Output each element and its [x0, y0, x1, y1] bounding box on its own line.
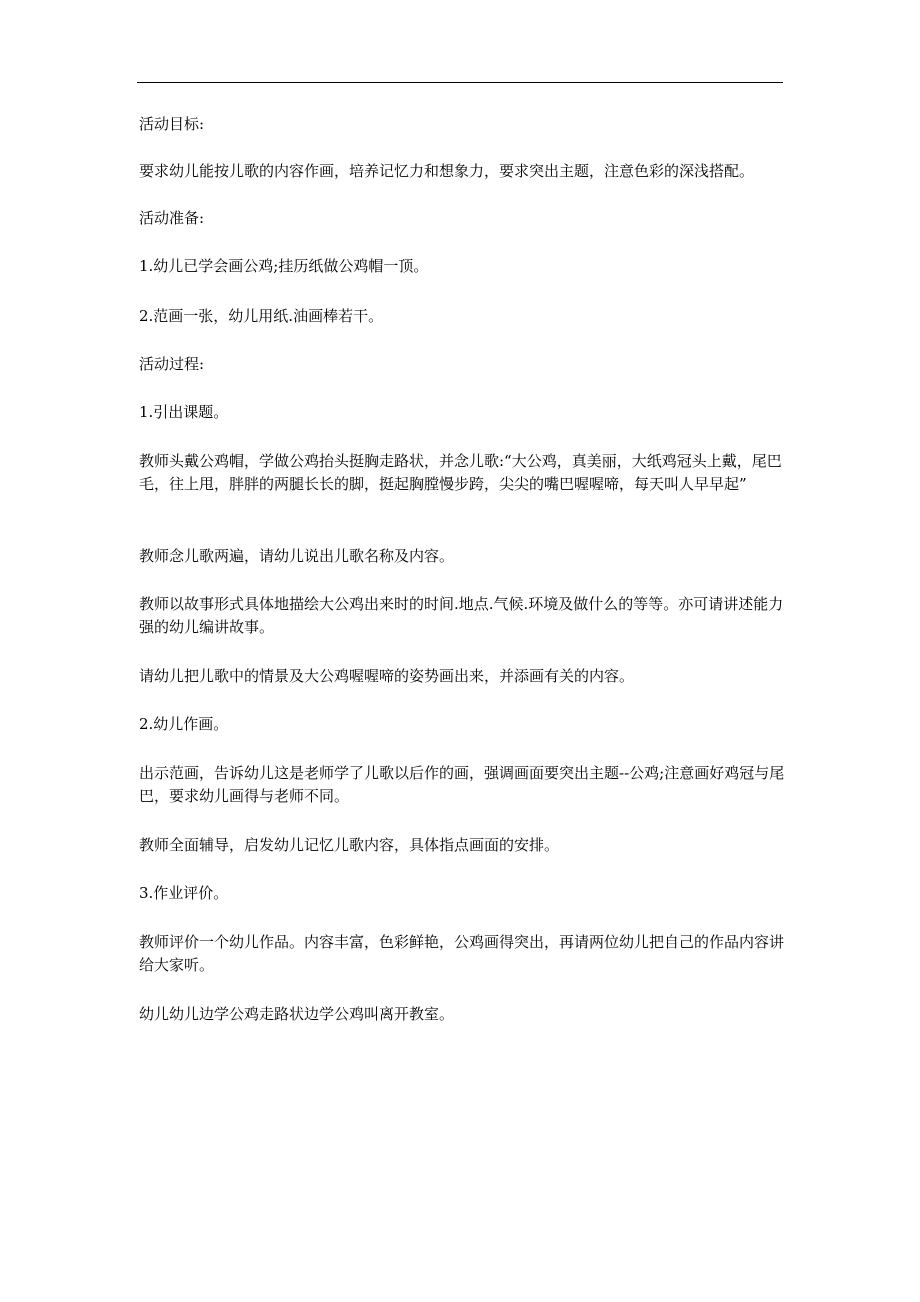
paragraph-show-sample: 出示范画，告诉幼儿这是老师学了儿歌以后作的画，强调画面要突出主题--公鸡;注意画好鸡冠与尾巴，要求幼儿画得与老师不同。 [139, 764, 785, 805]
step-3-heading: 3.作业评价。 [139, 884, 229, 902]
step-1-heading: 1.引出课题。 [139, 403, 229, 421]
paragraph-story-form: 教师以故事形式具体地描绘大公鸡出来时的时间.地点.气候.环境及做什么的等等。亦可请讲述能力强的幼儿编讲故事。 [139, 595, 784, 636]
paragraph-teacher-rhyme: 教师头戴公鸡帽，学做公鸡抬头挺胸走路状，并念儿歌:“大公鸡，真美丽，大纸鸡冠头上戴，尾巴毛，往上甩，胖胖的两腿长长的脚，挺起胸膛慢步跨，尖尖的嘴巴喔喔啼，每天叫人早早起” [139, 452, 782, 493]
step-2-heading: 2.幼儿作画。 [139, 715, 229, 733]
paragraph-draw-scene: 请幼儿把儿歌中的情景及大公鸡喔喔啼的姿势画出来，并添画有关的内容。 [139, 667, 635, 685]
paragraph-preparation-2: 2.范画一张，幼儿用纸.油画棒若干。 [139, 307, 384, 325]
heading-activity-preparation: 活动准备: [139, 209, 205, 227]
paragraph-recite-twice: 教师念儿歌两遍，请幼儿说出儿歌名称及内容。 [139, 547, 455, 565]
paragraph-goal-text: 要求幼儿能按儿歌的内容作画，培养记忆力和想象力，要求突出主题，注意色彩的深浅搭配。 [139, 162, 755, 180]
heading-activity-goal: 活动目标: [139, 115, 205, 133]
paragraph-guidance: 教师全面辅导，启发幼儿记忆儿歌内容，具体指点画面的安排。 [139, 836, 560, 854]
paragraph-preparation-1: 1.幼儿已学会画公鸡;挂历纸做公鸡帽一顶。 [139, 257, 429, 275]
heading-activity-process: 活动过程: [139, 355, 205, 373]
header-rule [137, 82, 783, 83]
paragraph-closing: 幼儿幼儿边学公鸡走路状边学公鸡叫离开教室。 [139, 1005, 455, 1023]
paragraph-evaluation: 教师评价一个幼儿作品。内容丰富，色彩鲜艳，公鸡画得突出，再请两位幼儿把自己的作品内容讲给大家听。 [139, 933, 785, 974]
